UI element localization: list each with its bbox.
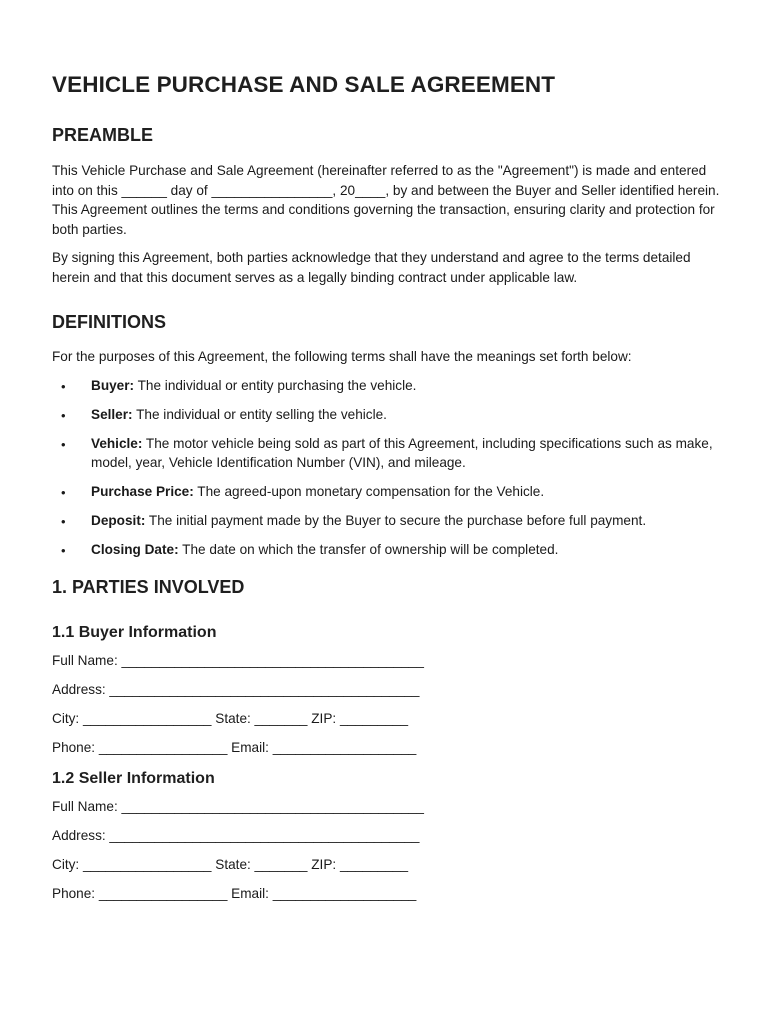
parties-heading: 1. PARTIES INVOLVED <box>52 576 245 597</box>
buyer-info-fields <box>52 651 722 758</box>
seller-city-state-zip-field[interactable]: City: _________________ State: _______ ZIP: _________ <box>52 857 408 872</box>
definition-text: The individual or entity purchasing the vehicle. <box>134 377 417 393</box>
bullet-icon: • <box>61 514 66 529</box>
definitions-heading: DEFINITIONS <box>52 312 167 332</box>
buyer-address-field[interactable]: Address: _________________________________________ <box>52 681 420 697</box>
definitions-intro: For the purposes of this Agreement, the following terms shall have the meanings set forth below: <box>52 349 632 364</box>
definition-item-closing-date <box>52 540 722 560</box>
definition-term: Vehicle: <box>91 435 143 451</box>
buyer-phone-email-field[interactable]: Phone: _________________ Email: ___________________ <box>52 739 417 755</box>
definition-item-buyer <box>52 376 722 396</box>
definition-term: Seller: <box>91 406 133 422</box>
definition-text: The initial payment made by the Buyer to secure the purchase before full payment. <box>145 513 647 528</box>
definition-term: Purchase Price: <box>91 484 194 499</box>
seller-phone-email-field[interactable]: Phone: _________________ Email: ___________________ <box>52 886 417 901</box>
definition-term: Buyer: <box>91 377 135 393</box>
document-page <box>52 70 722 913</box>
definition-item-purchase-price <box>52 482 722 502</box>
definition-term: Deposit: <box>91 513 146 528</box>
seller-info-fields <box>52 797 722 904</box>
definition-text: The motor vehicle being sold as part of this Agreement, including specifications such as make, model, year, Vehicle Identification Number (VIN), and mileage. <box>91 435 713 470</box>
buyer-full-name-field[interactable]: Full Name: ________________________________________ <box>52 652 424 668</box>
document-title: VEHICLE PURCHASE AND SALE AGREEMENT <box>52 72 556 97</box>
bullet-icon: • <box>61 485 66 500</box>
preamble-heading: PREAMBLE <box>52 125 154 145</box>
seller-info-heading: 1.2 Seller Information <box>52 770 215 787</box>
preamble-paragraph-2: By signing this Agreement, both parties acknowledge that they understand and agree to the terms detailed herein and that this document serves as a legally binding contract under applicable law. <box>52 250 691 285</box>
seller-full-name-field[interactable]: Full Name: ________________________________________ <box>52 799 424 814</box>
bullet-icon: • <box>61 407 66 423</box>
buyer-city-state-zip-field[interactable]: City: _________________ State: _______ ZIP: _________ <box>52 710 408 726</box>
definition-term: Closing Date: <box>91 542 179 557</box>
bullet-icon: • <box>61 378 66 394</box>
preamble-paragraph-1: This Vehicle Purchase and Sale Agreement (hereinafter referred to as the "Agreement") is made and entered into on this ______ day of ________________, 20____, by and between the Buyer and Seller identified herein. This Agreement outlines the terms and conditions governing the transaction, ensuring clarity and protection for both parties. <box>52 163 720 237</box>
definition-text: The agreed-upon monetary compensation for the Vehicle. <box>193 484 545 499</box>
bullet-icon: • <box>61 543 66 558</box>
buyer-info-heading: 1.1 Buyer Information <box>52 623 217 641</box>
definition-text: The date on which the transfer of ownership will be completed. <box>178 542 559 557</box>
definitions-list <box>52 376 722 560</box>
definition-text: The individual or entity selling the vehicle. <box>132 406 387 422</box>
seller-address-field[interactable]: Address: _________________________________________ <box>52 828 420 843</box>
definition-item-seller <box>52 405 722 425</box>
bullet-icon: • <box>61 436 66 452</box>
definition-item-deposit <box>52 511 722 531</box>
definition-item-vehicle <box>52 434 722 473</box>
